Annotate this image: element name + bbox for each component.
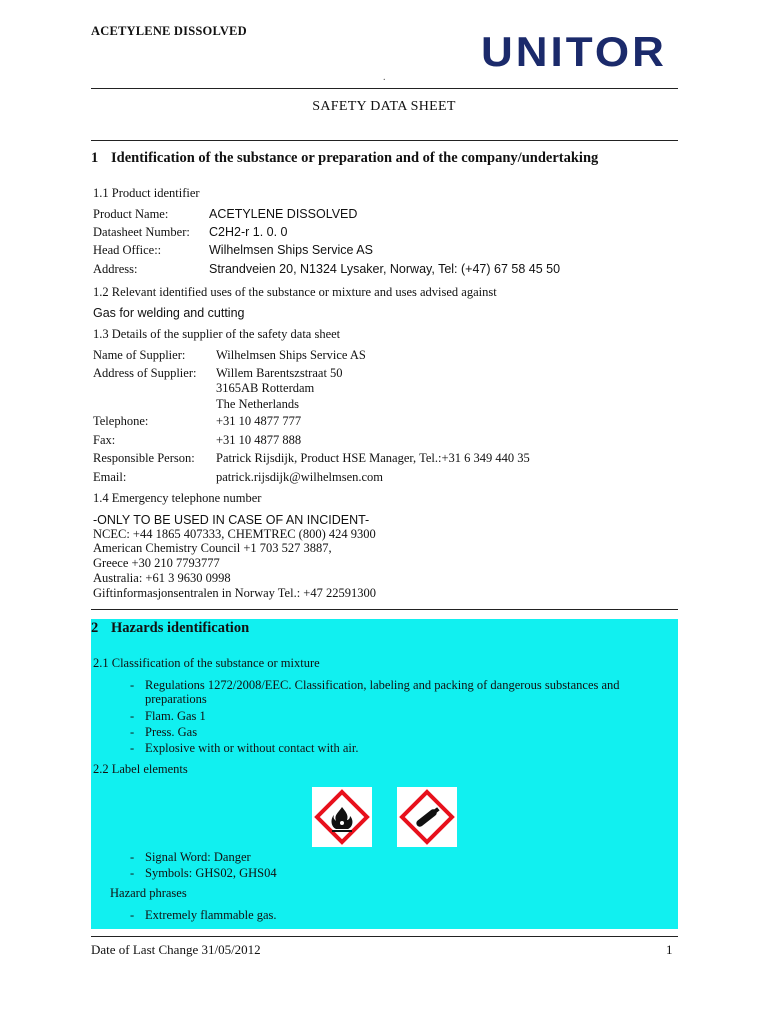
datasheet-number-value: C2H2-r 1. 0. 0 — [209, 225, 288, 239]
email-label: Email: — [93, 470, 127, 484]
section-1-heading — [91, 150, 598, 167]
responsible-person-label: Responsible Person: — [93, 451, 195, 465]
classification-text: Explosive with or without contact with air. — [145, 741, 359, 755]
telephone-value: +31 10 4877 777 — [216, 414, 302, 428]
label-item-text: Signal Word: Danger — [145, 850, 251, 864]
header-dot: . — [383, 72, 386, 83]
email-value[interactable]: patrick.rijsdijk@wilhelmsen.com — [216, 470, 384, 484]
emergency-line: NCEC: +44 1865 407333, CHEMTREC (800) 424 9300 — [93, 527, 376, 541]
classification-text: Press. Gas — [145, 725, 198, 739]
hazard-phrase-text: Extremely flammable gas. — [145, 908, 277, 922]
fax-label: Fax: — [93, 433, 116, 447]
emergency-line: Australia: +61 3 9630 0998 — [93, 571, 231, 585]
emergency-line: Giftinformasjonsentralen in Norway Tel.: +47 22591300 — [93, 586, 376, 600]
section-2-title: Hazards identification — [111, 620, 250, 636]
address-value: Strandveien 20, N1324 Lysaker, Norway, Tel: (+47) 67 58 45 50 — [209, 262, 561, 276]
subsection-2-1: 2.1 Classification of the substance or mixture — [93, 656, 320, 670]
supplier-address-label: Address of Supplier: — [93, 366, 197, 380]
document-title: SAFETY DATA SHEET — [312, 99, 456, 114]
fax-value: +31 10 4877 888 — [216, 433, 302, 447]
subsection-2-2: 2.2 Label elements — [93, 762, 188, 776]
product-name-value: ACETYLENE DISSOLVED — [209, 207, 358, 221]
supplier-name-label: Name of Supplier: — [93, 348, 186, 362]
emergency-line: Greece +30 210 7793777 — [93, 556, 220, 570]
subsection-1-4: 1.4 Emergency telephone number — [93, 491, 262, 505]
address-label: Address: — [93, 262, 138, 276]
section-2-number: 2 — [91, 620, 99, 636]
telephone-label: Telephone: — [93, 414, 149, 428]
document-product-header: ACETYLENE DISSOLVED — [91, 24, 247, 38]
subsection-1-2: 1.2 Relevant identified uses of the substance or mixture and uses advised against — [93, 285, 497, 299]
unitor-logo: UNITOR — [481, 29, 667, 76]
emergency-notice: -ONLY TO BE USED IN CASE OF AN INCIDENT- — [93, 513, 370, 527]
section-2-heading — [91, 620, 249, 637]
section-1-title: Identification of the substance or preparation and of the company/undertaking — [111, 150, 599, 166]
label-item-text: Symbols: GHS02, GHS04 — [145, 866, 277, 880]
section-1-number: 1 — [91, 150, 99, 166]
supplier-address-line-3: The Netherlands — [216, 397, 299, 411]
title-rule — [91, 140, 678, 141]
head-office-label: Head Office:: — [93, 243, 162, 257]
supplier-address-line-2: 3165AB Rotterdam — [216, 381, 315, 395]
identified-use: Gas for welding and cutting — [93, 306, 245, 320]
gas-cylinder-pictogram-icon — [397, 787, 457, 847]
subsection-1-1: 1.1 Product identifier — [93, 186, 200, 200]
classification-text: Regulations 1272/2008/EEC. Classification, labeling and packing of dangerous substances and preparations — [145, 678, 620, 706]
classification-text: Flam. Gas 1 — [145, 709, 206, 723]
section-1-end-rule — [91, 609, 678, 610]
last-change-date: Date of Last Change 31/05/2012 — [91, 942, 261, 957]
supplier-name-value: Wilhelmsen Ships Service AS — [216, 348, 366, 362]
page-number: 1 — [666, 942, 673, 957]
footer-rule — [91, 936, 678, 937]
head-office-value: Wilhelmsen Ships Service AS — [209, 243, 373, 257]
flame-pictogram-icon — [312, 787, 372, 847]
responsible-person-value: Patrick Rijsdijk, Product HSE Manager, Tel.:+31 6 349 440 35 — [216, 451, 530, 465]
datasheet-number-label: Datasheet Number: — [93, 225, 190, 239]
product-name-label: Product Name: — [93, 207, 169, 221]
header-rule — [91, 88, 678, 89]
hazard-phrases-heading: Hazard phrases — [110, 886, 187, 900]
supplier-address-line-1: Willem Barentszstraat 50 — [216, 366, 343, 380]
subsection-1-3: 1.3 Details of the supplier of the safety data sheet — [93, 327, 341, 341]
emergency-line: American Chemistry Council +1 703 527 3887, — [93, 541, 332, 555]
